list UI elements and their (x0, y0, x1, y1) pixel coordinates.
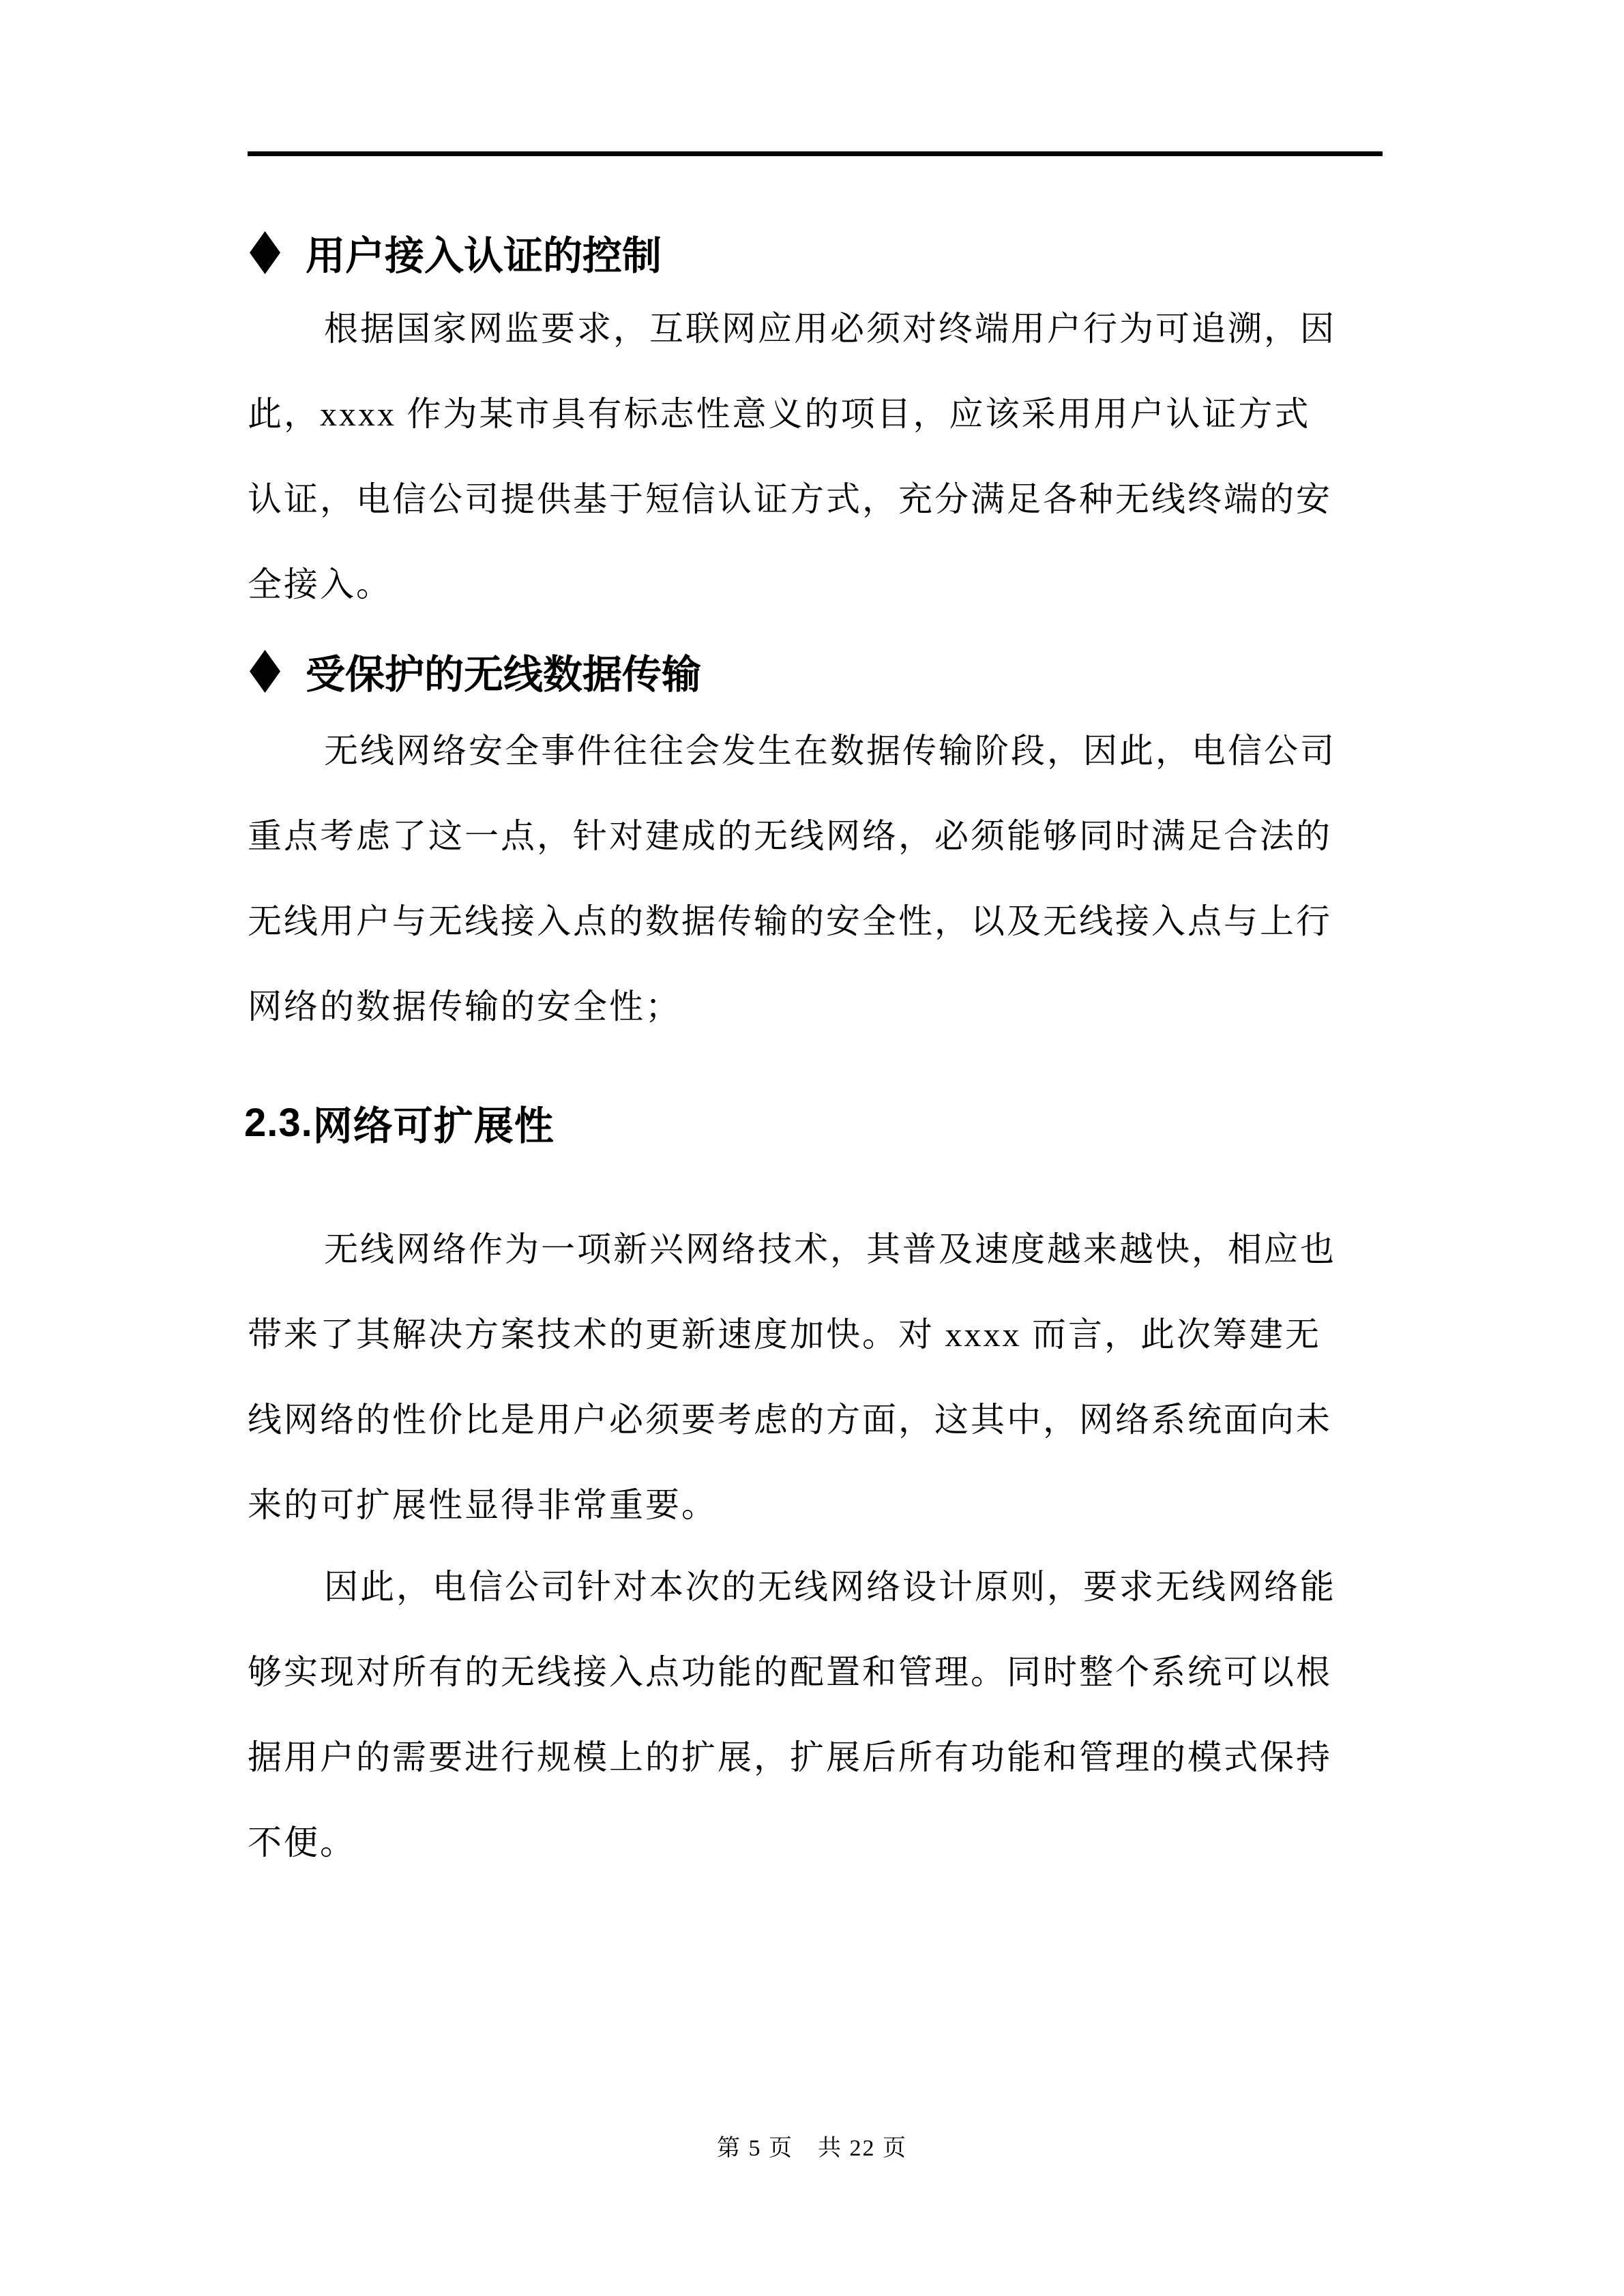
text-line: 够实现对所有的无线接入点功能的配置和管理。同时整个系统可以根 (248, 1652, 1332, 1691)
paragraph-scalability-1 (248, 1204, 1407, 1545)
paragraph-protected-transmission (248, 705, 1407, 1046)
text-line: 线网络的性价比是用户必须要考虑的方面，这其中，网络系统面向未 (248, 1400, 1332, 1439)
diamond-bullet-icon (250, 231, 280, 274)
header-rule (248, 151, 1383, 156)
paragraph-scalability-2 (248, 1541, 1407, 1882)
text-line: 根据国家网监要求，互联网应用必须对终端用户行为可追溯，因 (324, 309, 1336, 348)
text-line: 无线网络作为一项新兴网络技术，其普及速度越来越快，相应也 (324, 1229, 1336, 1268)
diamond-bullet-icon (250, 650, 280, 693)
bullet-heading-user-auth (250, 230, 662, 278)
section-title: 网络可扩展性 (312, 1104, 555, 1148)
bullet-heading-label: 用户接入认证的控制 (306, 234, 662, 278)
text-line: 因此，电信公司针对本次的无线网络设计原则，要求无线网络能 (324, 1567, 1336, 1606)
text-line: 无线用户与无线接入点的数据传输的安全性，以及无线接入点与上行 (248, 901, 1332, 940)
section-number: 2.3. (244, 1100, 313, 1145)
text-line: 重点考虑了这一点，针对建成的无线网络，必须能够同时满足合法的 (248, 816, 1332, 855)
text-line: 来的可扩展性显得非常重要。 (248, 1485, 718, 1524)
section-heading-scalability (244, 1099, 555, 1146)
bullet-heading-protected-transmission (250, 648, 702, 697)
text-line: 此，xxxx 作为某市具有标志性意义的项目，应该采用用户认证方式 (248, 394, 1311, 433)
text-line: 不便。 (248, 1823, 356, 1862)
text-line: 据用户的需要进行规模上的扩展，扩展后所有功能和管理的模式保持 (248, 1738, 1332, 1776)
text-line: 无线网络安全事件往往会发生在数据传输阶段，因此，电信公司 (324, 731, 1336, 770)
text-line: 认证，电信公司提供基于短信认证方式，充分满足各种无线终端的安 (248, 479, 1332, 518)
bullet-heading-label: 受保护的无线数据传输 (306, 653, 702, 697)
text-line: 网络的数据传输的安全性； (248, 987, 681, 1026)
paragraph-user-auth (248, 283, 1407, 624)
text-line: 带来了其解决方案技术的更新速度加快。对 xxxx 而言，此次筹建无 (248, 1315, 1321, 1354)
page-number-footer: 第 5 页 共 22 页 (717, 2136, 907, 2161)
text-line: 全接入。 (248, 565, 392, 603)
